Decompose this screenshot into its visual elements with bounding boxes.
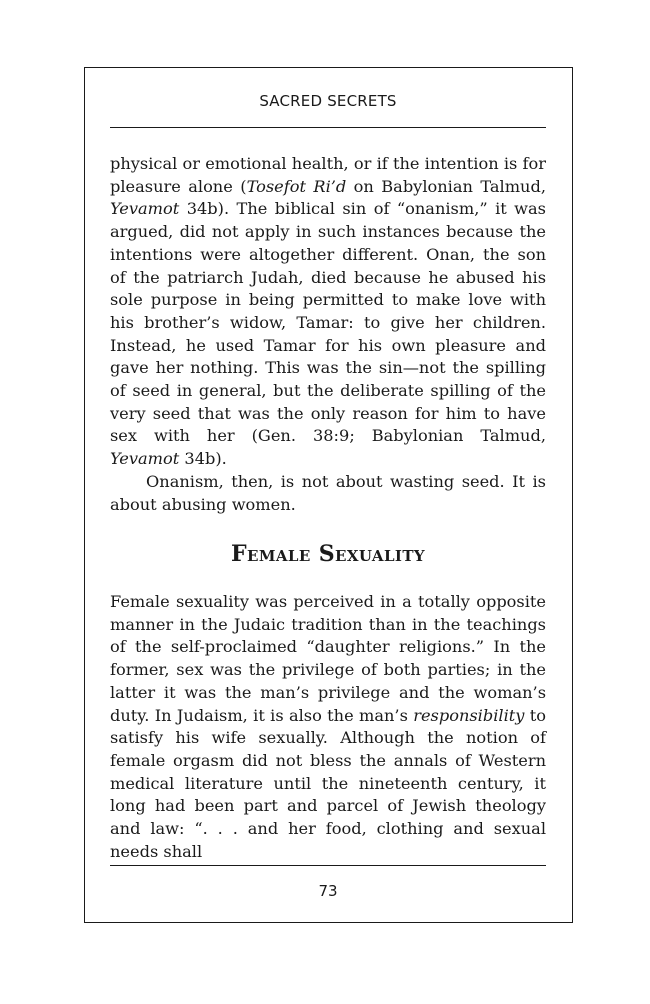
text-run: 34b). The biblical sin of “onanism,” it was argued, did not apply in such instances because the intentions were altogether different. Onan, the son of the patriarch Judah, died because he abused his sole purpose in being permitted to make love with his brother’s widow, Tamar: to give her children. Instead, he used Tamar for his own pleasure and gave her nothing. This was the sin—not the spilling of seed in general, but the deliberate spilling of the very seed that was the only reason for him to have sex with her (Gen. 38:9; Babylonian Talmud,: [110, 199, 546, 446]
text-run: Female sexuality was perceived in a totally opposite manner in the Judaic tradition than in the teachings of the self-proclaimed “daughter religions.” In the former, sex was the privilege of both parties; in the latter it was the man’s privilege and the woman’s duty. In Judaism, it is also the man’s: [110, 592, 546, 725]
italic-title: Yevamot: [110, 449, 180, 469]
section-heading: Female Sexuality: [231, 541, 425, 567]
paragraph-onan: [110, 153, 546, 471]
paragraph-female-sexuality: [110, 591, 546, 863]
text-run: on Babylonian Talmud,: [346, 176, 546, 196]
text-run: 34b).: [179, 449, 227, 469]
running-head: SACRED SECRETS: [259, 92, 397, 110]
page-number: 73: [318, 882, 338, 900]
text-run: physical or emotional health, or if the intention is for pleasure alone (: [110, 154, 546, 196]
text-run: to satisfy his wife sexually. Although the notion of female orgasm did not bless the annals of Western medical literature until the nineteenth century, it long had been part and parcel of Jewish theology and law: “. . . and her food, clothing and sexual needs shall: [110, 705, 546, 861]
header-rule: [110, 127, 546, 128]
footer-rule: [110, 865, 546, 866]
body-text-top: [110, 153, 546, 516]
italic-title: Yevamot: [110, 199, 180, 219]
italic-word: responsibility: [413, 705, 525, 725]
body-text-bottom: [110, 591, 546, 863]
italic-title: Tosefot Ri’d: [246, 176, 347, 196]
paragraph-onanism: Onanism, then, is not about wasting seed. It is about abusing women.: [110, 471, 546, 514]
